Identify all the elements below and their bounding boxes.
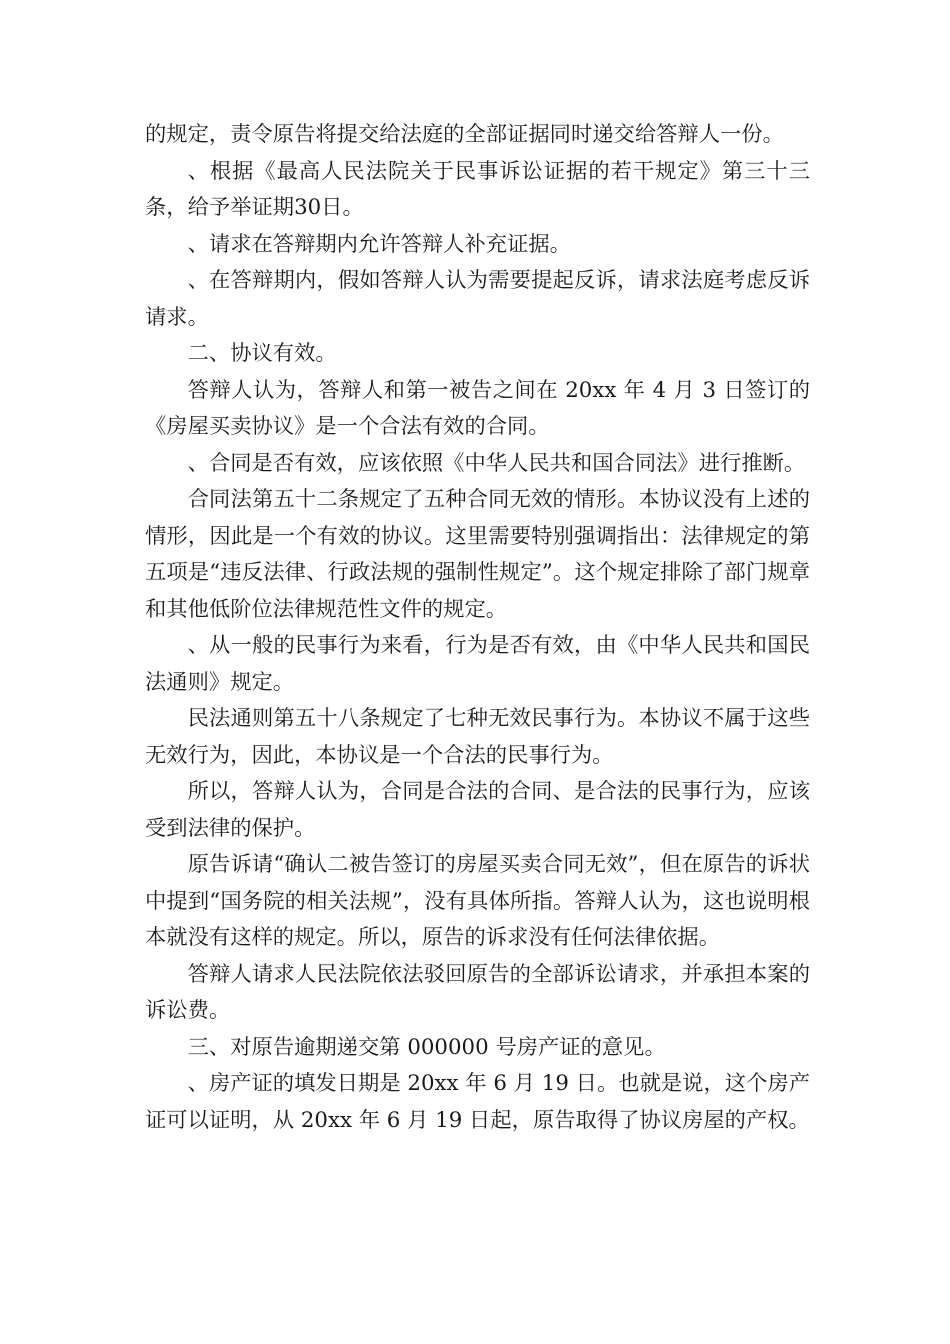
- paragraph-conclusion-legal: 所以，答辩人认为，合同是合法的合同、是合法的民事行为，应该受到法律的保护。: [145, 779, 810, 841]
- paragraph-continuation: 的规定，责令原告将提交给法庭的全部证据同时递交给答辩人一份。: [145, 122, 784, 147]
- paragraph-item-issue-date: 、房产证的填发日期是 20xx 年 6 月 19 日。也就是说，这个房产证可以证明，从 20xx 年 6 月 19 日起，原告取得了协议房屋的产权。: [145, 1071, 810, 1133]
- paragraph-agreement-statement: 答辩人认为，答辩人和第一被告之间在 20xx 年 4 月 3 日签订的《房屋买卖协议》是一个合法有效的合同。: [145, 377, 810, 439]
- paragraph-item-counterclaim: 、在答辩期内，假如答辩人认为需要提起反诉，请求法庭考虑反诉请求。: [145, 268, 810, 330]
- paragraph-item-civil-act: 、从一般的民事行为来看，行为是否有效，由《中华人民共和国民法通则》规定。: [145, 633, 810, 695]
- document-body: [145, 117, 810, 1139]
- section-heading-property-certificate: 三、对原告逾期递交第 000000 号房产证的意见。: [187, 1034, 666, 1060]
- paragraph-article-52: 合同法第五十二条规定了五种合同无效的情形。本协议没有上述的情形，因此是一个有效的协议。这里需要特别强调指出：法律规定的第五项是“违反法律、行政法规的强制性规定”。这个规定排除了部门规章和其他低阶位法律规范性文件的规定。: [145, 487, 810, 622]
- paragraph-item-evidence-period: 、根据《最高人民法院关于民事诉讼证据的若干规定》第三十三条，给予举证期30日。: [145, 158, 810, 220]
- paragraph-request-dismiss: 答辩人请求人民法院依法驳回原告的全部诉讼请求，并承担本案的诉讼费。: [145, 961, 810, 1023]
- paragraph-article-58: 民法通则第五十八条规定了七种无效民事行为。本协议不属于这些无效行为，因此，本协议是一个合法的民事行为。: [145, 706, 810, 768]
- section-heading-agreement-valid: 二、协议有效。: [187, 341, 337, 366]
- paragraph-plaintiff-claim: 原告诉请“确认二被告签订的房屋买卖合同无效”，但在原告的诉状中提到“国务院的相关法规”，没有具体所指。答辩人认为，这也说明根本就没有这样的规定。所以，原告的诉求没有任何法律依据。: [145, 852, 810, 950]
- paragraph-item-supplement-evidence: 、请求在答辩期内允许答辩人补充证据。: [187, 231, 571, 257]
- paragraph-item-contract-law: 、合同是否有效，应该依照《中华人民共和国合同法》进行推断。: [187, 450, 806, 476]
